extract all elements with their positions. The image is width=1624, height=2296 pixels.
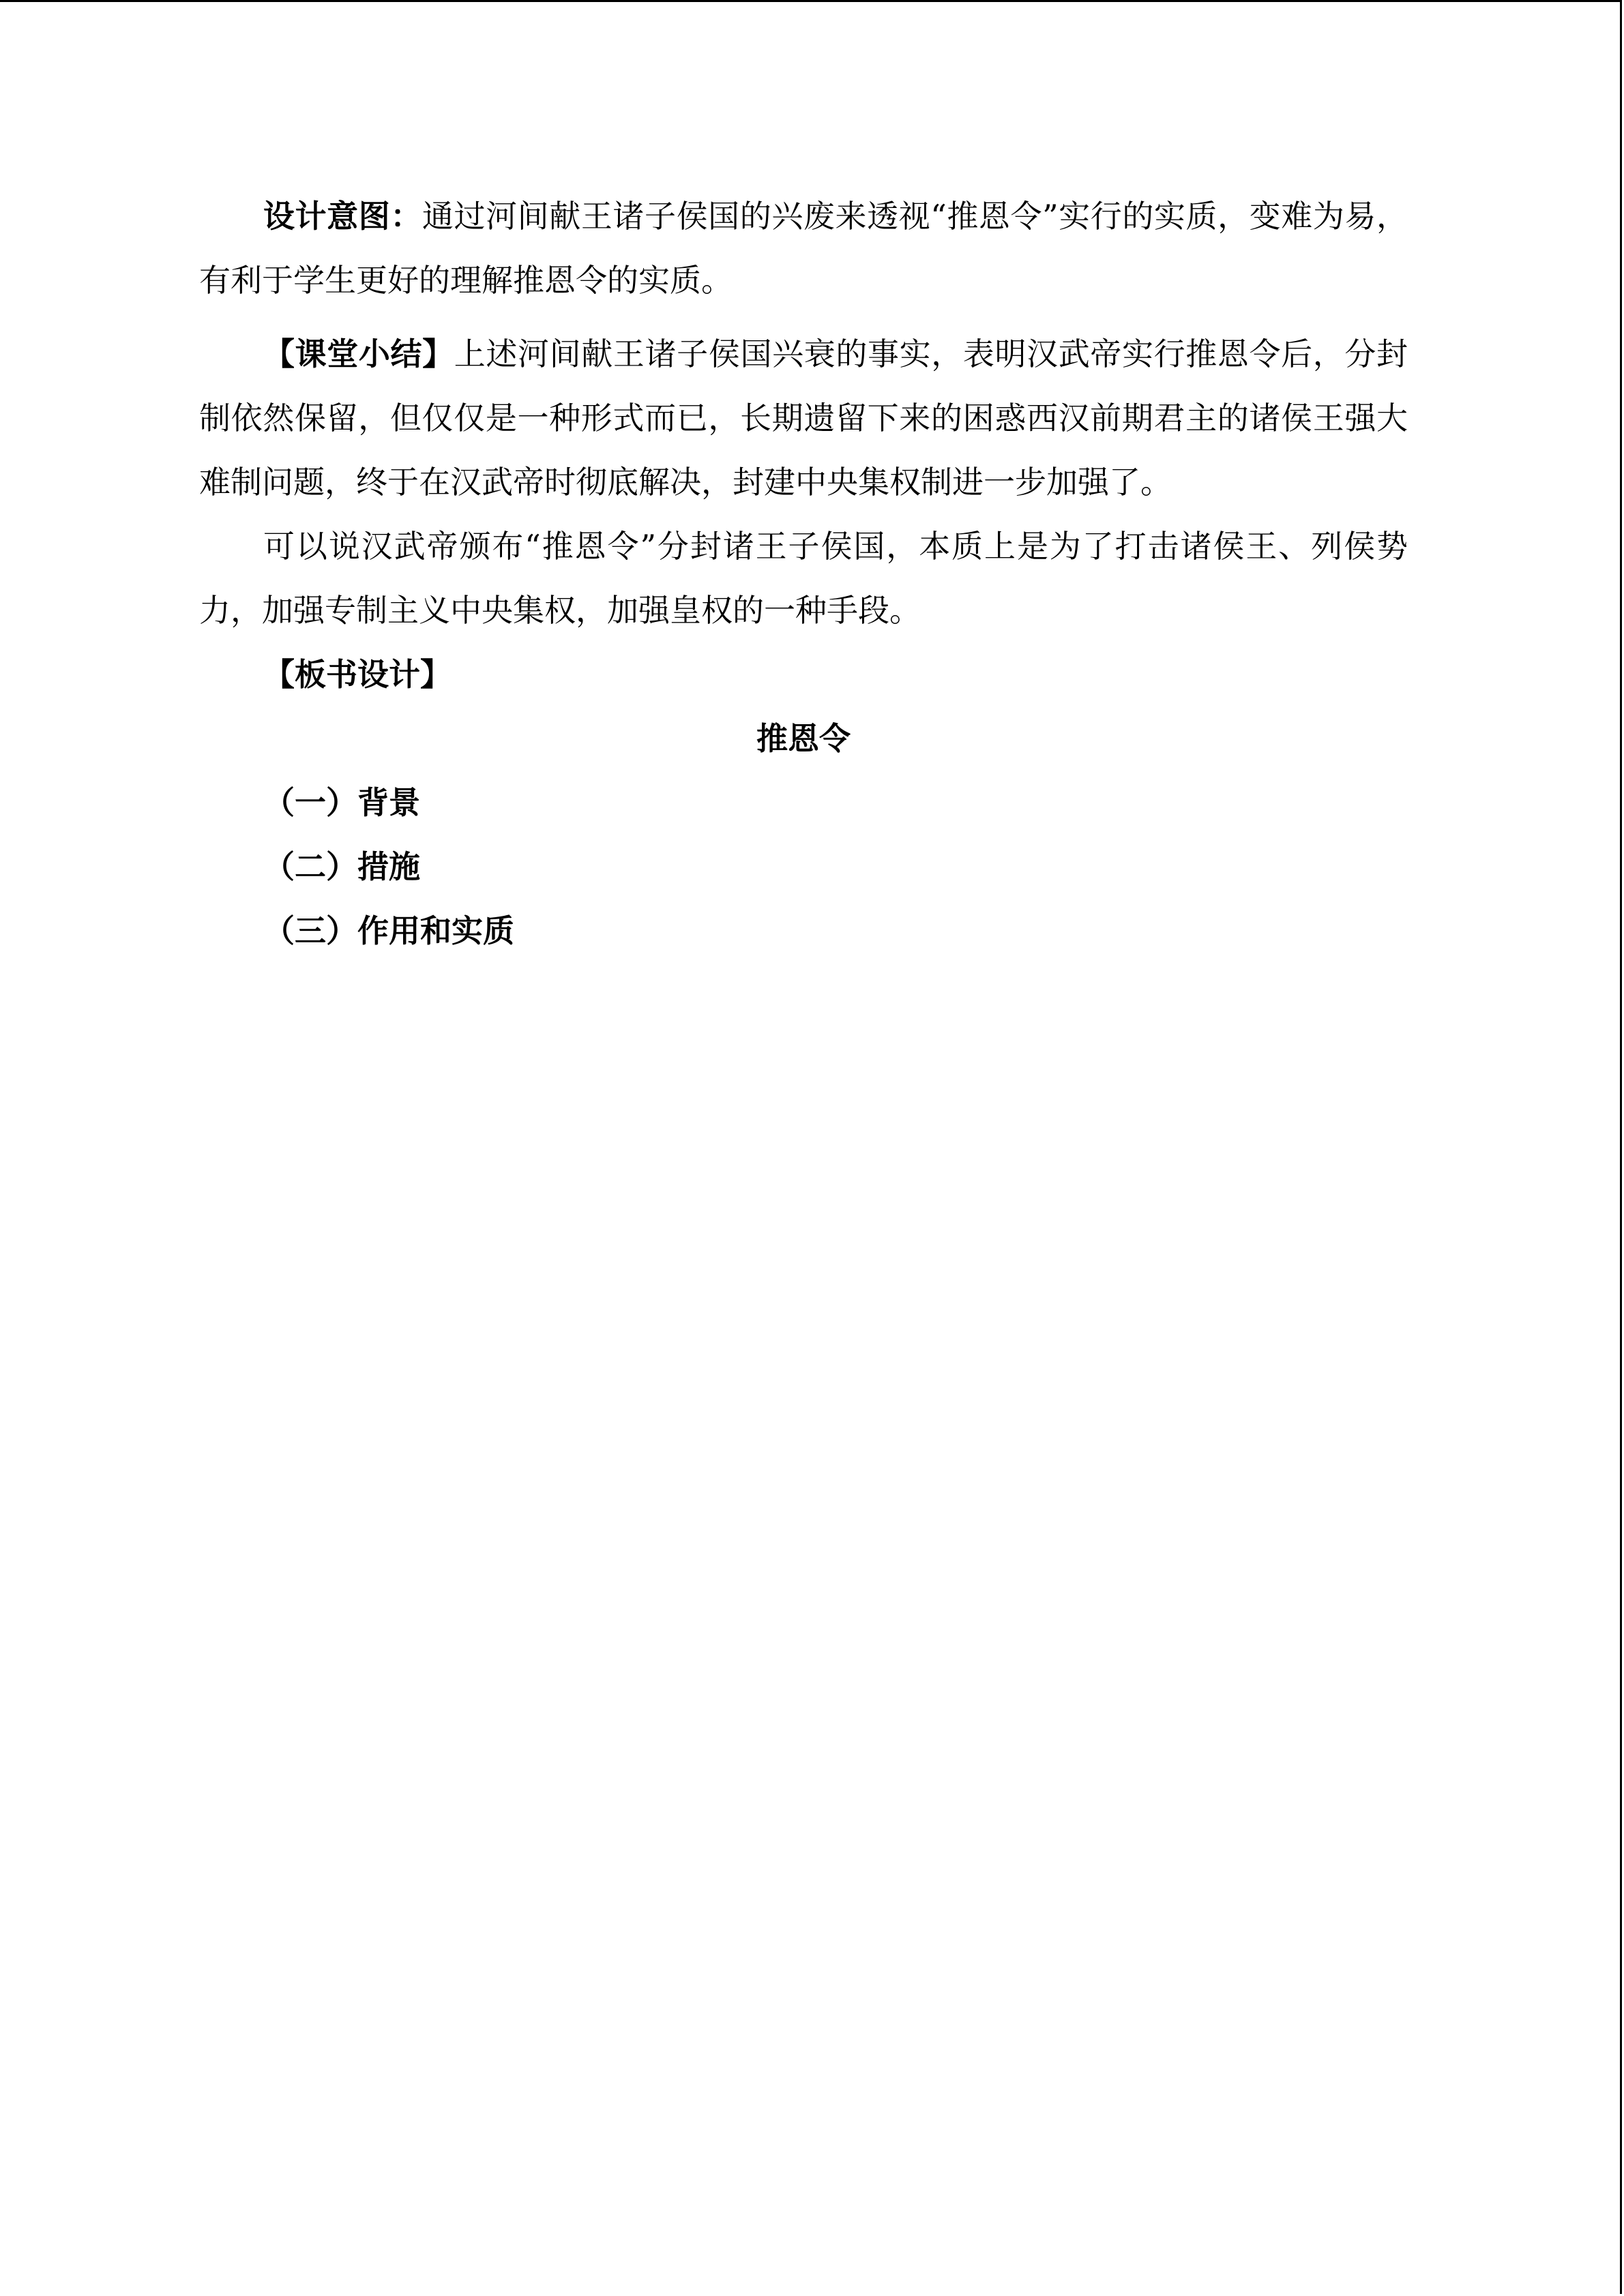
summary-paragraph [199, 322, 1408, 514]
design-intent-text: 通过河间献王诸子侯国的兴废来透视“推恩令”实行的实质，变难为易，有利于学生更好的理解推恩令的实质。 [199, 198, 1408, 299]
summary-text: 上述河间献王诸子侯国兴衰的事实，表明汉武帝实行推恩令后，分封制依然保留，但仅仅是一种形式而已，长期遗留下来的困惑西汉前期君主的诸侯王强大难制问题，终于在汉武帝时彻底解决，封建中央集权制进一步加强了。 [199, 336, 1408, 501]
board-item-measures: （二）措施 [263, 848, 420, 885]
conclusion-paragraph [199, 514, 1408, 642]
conclusion-text: 可以说汉武帝颁布“推恩令”分封诸王子侯国，本质上是为了打击诸侯王、列侯势力，加强专制主义中央集权，加强皇权的一种手段。 [199, 528, 1408, 629]
board-item-effect-essence: （三）作用和实质 [263, 912, 514, 949]
board-design-label: 【板书设计】 [263, 656, 452, 693]
design-intent-paragraph [199, 184, 1408, 312]
board-design-title: 推恩令 [756, 720, 851, 757]
document-body [199, 184, 1408, 963]
design-intent-label: 设计意图： [263, 198, 422, 235]
summary-label: 【课堂小结】 [263, 336, 454, 372]
board-item-background: （一）背景 [263, 784, 420, 821]
